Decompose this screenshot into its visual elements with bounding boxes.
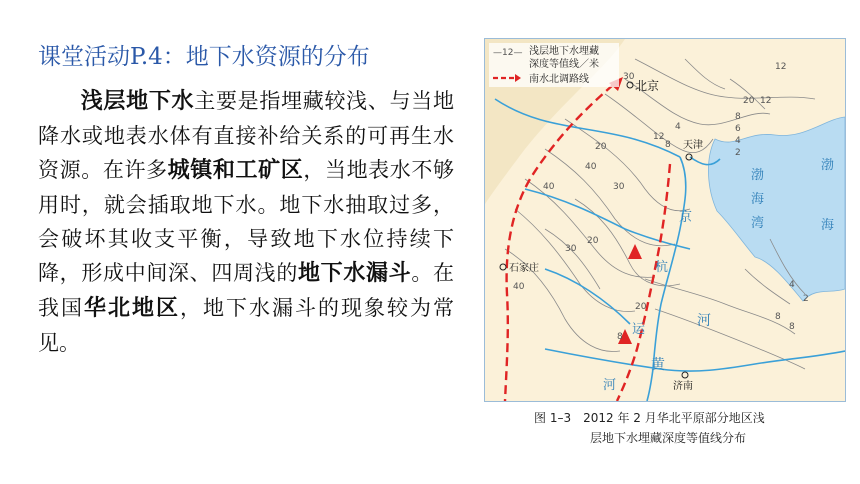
- contour-label-15: 20: [587, 236, 599, 246]
- bohai-sea: [708, 117, 845, 301]
- contour-label-23: 12: [775, 62, 787, 72]
- contour-label-17: 4: [789, 280, 795, 290]
- contour-label-0: 30: [623, 72, 635, 82]
- contour-label-18: 2: [803, 294, 809, 304]
- jinan-marker: [682, 372, 688, 378]
- contour-label-8: 4: [675, 122, 681, 132]
- para-segment-5: 。在我国: [38, 261, 455, 320]
- canal-label-3: 河: [603, 378, 617, 393]
- page-title: 课堂活动P.4：地下水资源的分布: [38, 44, 370, 70]
- contour-label-7: 2: [735, 148, 741, 158]
- river-label-0: 黄: [651, 357, 665, 373]
- para-segment-4: 地下水漏斗: [298, 261, 412, 286]
- figure-caption: [484, 408, 844, 448]
- contour-label-16: 40: [513, 282, 525, 292]
- contour-label-1: 40: [585, 162, 597, 172]
- legend-contour-symbol: —12—: [493, 48, 523, 58]
- contour-label-3: 12: [760, 96, 772, 106]
- para-segment-1: 主要是指埋藏较浅、与当地降水或地表水体有直接补给关系的可再生水资源。在许多: [38, 89, 454, 182]
- sea-label-2: 湾: [751, 216, 765, 231]
- para-segment-3: ，当地表水不够用时，就会插取地下水。地下水抽取过多，会破坏其收支平衡，导致地下水位持续下降，形成中间深、四周浅的: [38, 158, 455, 285]
- groundwater-map: [484, 38, 846, 402]
- caption-line-2: 层地下水埋藏深度等值线分布: [590, 431, 747, 445]
- contour-label-21: 20: [635, 302, 647, 312]
- contour-label-22: 8: [617, 332, 623, 342]
- contour-label-9: 12: [653, 132, 665, 142]
- map-svg: [485, 39, 845, 401]
- contour-label-19: 8: [775, 312, 781, 322]
- river-label-1: 河: [697, 313, 711, 329]
- contour-label-11: 20: [595, 142, 607, 152]
- sea-label-4: 海: [821, 218, 835, 233]
- sea-label-3: 渤: [821, 158, 835, 173]
- shijiazhuang-marker: [500, 264, 506, 270]
- legend-contour-label-1: 浅层地下水埋藏: [529, 46, 599, 57]
- canal-label-2: 运: [632, 322, 646, 337]
- contour-label-14: 30: [565, 244, 577, 254]
- city-shijiazhuang: 石家庄: [509, 263, 539, 274]
- caption-line-1: 图 1–3 2012 年 2 月华北平原部分地区浅: [534, 411, 765, 425]
- contour-label-12: 30: [613, 182, 625, 192]
- para-segment-0: 浅层地下水: [80, 89, 195, 114]
- contour-label-4: 8: [735, 112, 741, 122]
- city-jinan: 济南: [673, 381, 693, 392]
- sea-label-0: 渤: [751, 168, 765, 183]
- contour-label-5: 6: [735, 124, 741, 134]
- sea-label-1: 海: [751, 192, 765, 207]
- para-segment-7: ，地下水漏斗的现象较为常见。: [38, 296, 454, 355]
- para-segment-2: 城镇和工矿区: [167, 158, 304, 183]
- city-beijing: 北京: [635, 79, 660, 93]
- legend-contour-label-2: 深度等值线／米: [529, 59, 599, 70]
- canal-label-0: 京: [679, 210, 693, 225]
- canal-label-1: 杭: [655, 260, 669, 275]
- contour-label-6: 4: [735, 136, 741, 146]
- body-paragraph: [38, 84, 454, 360]
- contour-label-10: 8: [665, 140, 671, 150]
- legend-route-label: 南水北调路线: [529, 74, 589, 85]
- contour-label-13: 40: [543, 182, 555, 192]
- city-tianjin: 天津: [683, 140, 703, 151]
- contour-label-2: 20: [743, 96, 755, 106]
- beijing-marker: [627, 82, 633, 88]
- contour-label-20: 8: [789, 322, 795, 332]
- para-segment-6: 华北地区: [84, 296, 180, 321]
